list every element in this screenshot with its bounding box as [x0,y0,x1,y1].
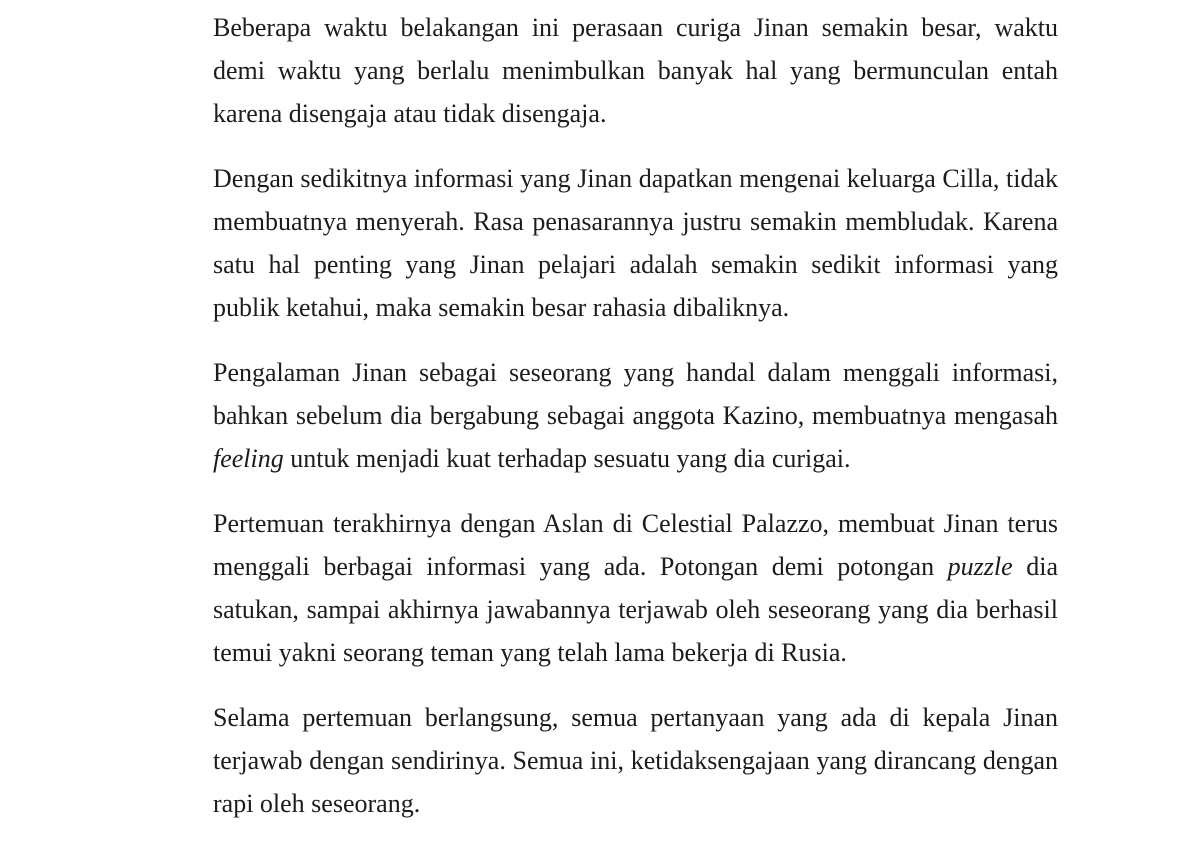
document-body [213,6,1058,847]
paragraph-1 [213,6,1058,135]
paragraph-5-text: Selama pertemuan berlangsung, semua pertanyaan yang ada di kepala Jinan terjawab dengan sendirinya. Semua ini, ketidaksengajaan yang dirancang dengan rapi oleh seseorang. [213,703,1058,818]
paragraph-3 [213,351,1058,480]
paragraph-5 [213,696,1058,825]
paragraph-2 [213,157,1058,329]
paragraph-2-text: Dengan sedikitnya informasi yang Jinan dapatkan mengenai keluarga Cilla, tidak membuatnya menyerah. Rasa penasarannya justru semakin membludak. Karena satu hal penting yang Jinan pelajari adalah semakin sedikit informasi yang publik ketahui, maka semakin besar rahasia dibaliknya. [213,164,1058,322]
paragraph-3-text-start: Pengalaman Jinan sebagai seseorang yang handal dalam menggali informasi, bahkan sebelum dia bergabung sebagai anggota Kazino, membuatnya mengasah [213,358,1058,430]
paragraph-4-italic-puzzle: puzzle [947,552,1013,581]
paragraph-4-text-end: dia satukan, sampai akhirnya jawabannya terjawab oleh seseorang yang dia berhasil temui yakni seorang teman yang telah lama bekerja di Rusia. [213,552,1059,667]
paragraph-4 [213,502,1058,674]
paragraph-3-italic-feeling: feeling [213,444,284,473]
paragraph-1-text: Beberapa waktu belakangan ini perasaan curiga Jinan semakin besar, waktu demi waktu yang berlalu menimbulkan banyak hal yang bermunculan entah karena disengaja atau tidak disengaja. [213,13,1058,128]
paragraph-4-text-start: Pertemuan terakhirnya dengan Aslan di Celestial Palazzo, membuat Jinan terus menggali berbagai informasi yang ada. Potongan demi potongan [213,509,1058,581]
paragraph-3-text-end: untuk menjadi kuat terhadap sesuatu yang dia curigai. [283,444,851,473]
